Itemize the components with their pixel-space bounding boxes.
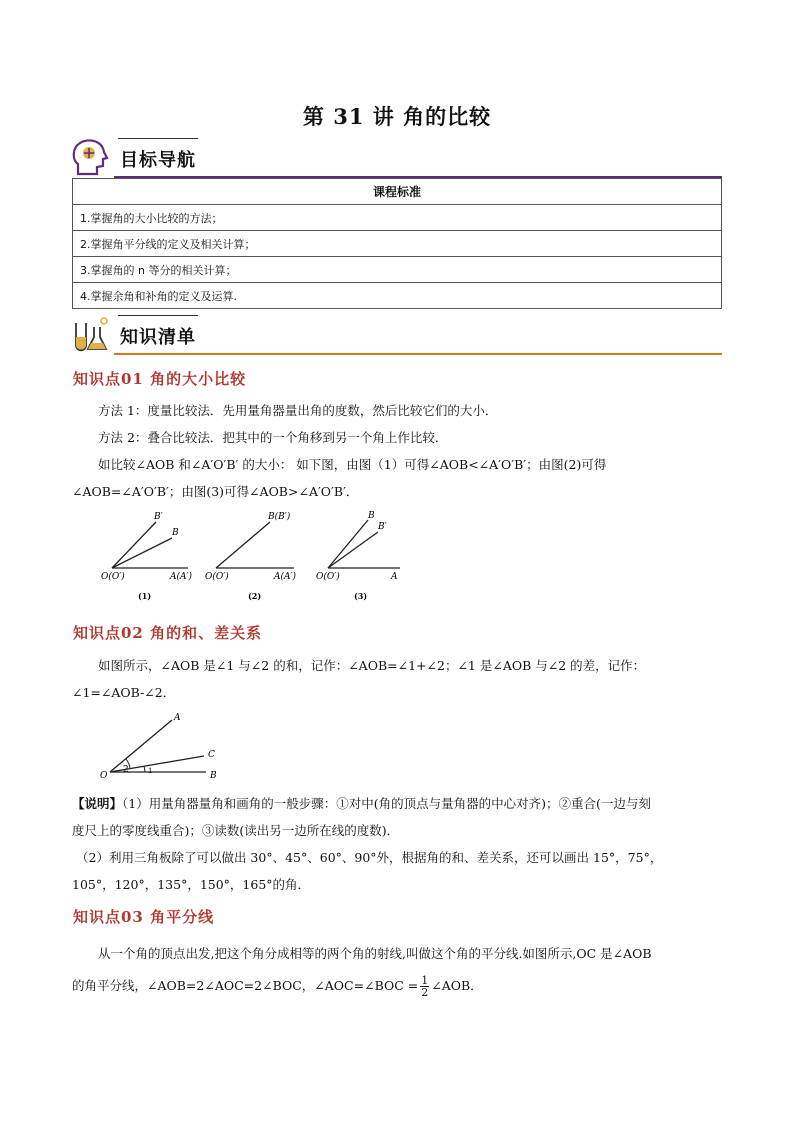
fig3-label-a: A xyxy=(391,572,398,582)
kp2-note-line4: 105°，120°，135°，150°，165°的角． xyxy=(72,877,311,892)
standard-item: 3.掌握角的 n 等分的相关计算； xyxy=(73,257,722,283)
kp1-example-line2: ∠AOB=∠A′O′B′；由图(3)可得∠AOB>∠A′O′B′． xyxy=(72,484,359,499)
kp2-line1: 如图所示，∠AOB 是∠1 与∠2 的和，记作：∠AOB=∠1+∠2；∠1 是∠AOB 与∠2 的差，记作： xyxy=(98,658,646,673)
fig1-label-b: B xyxy=(172,528,179,538)
kp2-line2: ∠1=∠AOB-∠2． xyxy=(72,685,176,700)
angle-comparison-figure xyxy=(88,508,408,608)
kp1-method2: 方法 2：叠合比较法．把其中的一个角移到另一个角上作比较． xyxy=(98,430,448,445)
figure-3 xyxy=(316,511,400,601)
standards-table xyxy=(72,178,722,309)
kp2-note-line3: （2）利用三角板除了可以做出 30°、45°、60°、90°外，根据角的和、差关系，还可以画出 15°，75°， xyxy=(76,850,663,865)
kp3-line2-a: 的角平分线，∠AOB=2∠AOC=2∠BOC，∠AOC=∠BOC = xyxy=(72,978,419,993)
fig1-label-bp: B′ xyxy=(154,512,163,522)
lab-flask-icon xyxy=(70,315,112,355)
fig1-caption: (1) xyxy=(138,591,152,601)
kp1-example-line1: 如比较∠AOB 和∠A′O′B′ 的大小： 如下图，由图（1）可得∠AOB<∠A′O′B′；由图(2)可得 xyxy=(98,457,607,472)
section-goal-label: 目标导航 xyxy=(120,150,196,171)
standard-item: 2.掌握角平分线的定义及相关计算； xyxy=(73,231,722,257)
brain-head-icon xyxy=(70,138,110,178)
fig2-label-b: B(B′) xyxy=(268,512,291,522)
section-header-goal xyxy=(70,138,722,178)
figure-1 xyxy=(101,512,193,601)
kp1-title: 知识点01 角的大小比较 xyxy=(73,370,247,388)
kp2-note-line1 xyxy=(72,790,723,817)
standards-header: 课程标准 xyxy=(73,179,722,205)
section-header-knowledge xyxy=(70,315,722,355)
fig1-label-o: O(O′) xyxy=(101,572,125,582)
fig3-label-b: B xyxy=(368,511,375,521)
angle-sum-figure xyxy=(96,708,236,784)
note-label: 【说明】 xyxy=(72,796,123,811)
standard-item: 1.掌握角的大小比较的方法； xyxy=(73,205,722,231)
fig-sum-label-o: O xyxy=(100,771,108,781)
fig2-label-a: A(A′) xyxy=(274,572,297,582)
fig3-label-bp: B′ xyxy=(378,522,387,532)
fraction-one-half: $\frac{1}{2}$ xyxy=(421,974,429,999)
kp2-note-line2: 度尺上的零度线重合)；③读数(读出另一边所在线的度数)． xyxy=(72,823,400,838)
fig-sum-label-c: C xyxy=(208,750,215,760)
fig1-label-a: A(A′) xyxy=(170,572,193,582)
kp1-method1: 方法 1：度量比较法．先用量角器量出角的度数，然后比较它们的大小． xyxy=(98,403,498,418)
kp3-line1: 从一个角的顶点出发,把这个角分成相等的两个角的射线,叫做这个角的平分线.如图所示,OC 是∠AOB xyxy=(98,946,652,961)
fig2-caption: (2) xyxy=(248,591,262,601)
fig3-label-o: O(O′) xyxy=(316,572,340,582)
fig-sum-label-2: 2 xyxy=(123,765,129,775)
figure-2 xyxy=(205,511,297,601)
page-title: 第 31 讲 角的比较 xyxy=(302,104,492,129)
fig-sum-label-a: A xyxy=(174,713,181,723)
fig-sum-label-1: 1 xyxy=(148,767,153,775)
fig-sum-label-b: B xyxy=(210,771,217,781)
kp3-line2 xyxy=(72,972,723,999)
standard-item: 4.掌握余角和补角的定义及运算. xyxy=(73,283,722,309)
fig3-caption: (3) xyxy=(354,591,368,601)
kp3-line2-b: ∠AOB． xyxy=(431,978,483,993)
note-text-1: （1）用量角器量角和画角的一般步骤：①对中(角的顶点与量角器的中心对齐)；②重合(一边与刻 xyxy=(122,796,651,811)
kp2-title: 知识点02 角的和、差关系 xyxy=(73,624,263,642)
kp3-title: 知识点03 角平分线 xyxy=(73,908,215,926)
fig2-label-o: O(O′) xyxy=(205,572,229,582)
section-knowledge-label: 知识清单 xyxy=(120,327,196,348)
